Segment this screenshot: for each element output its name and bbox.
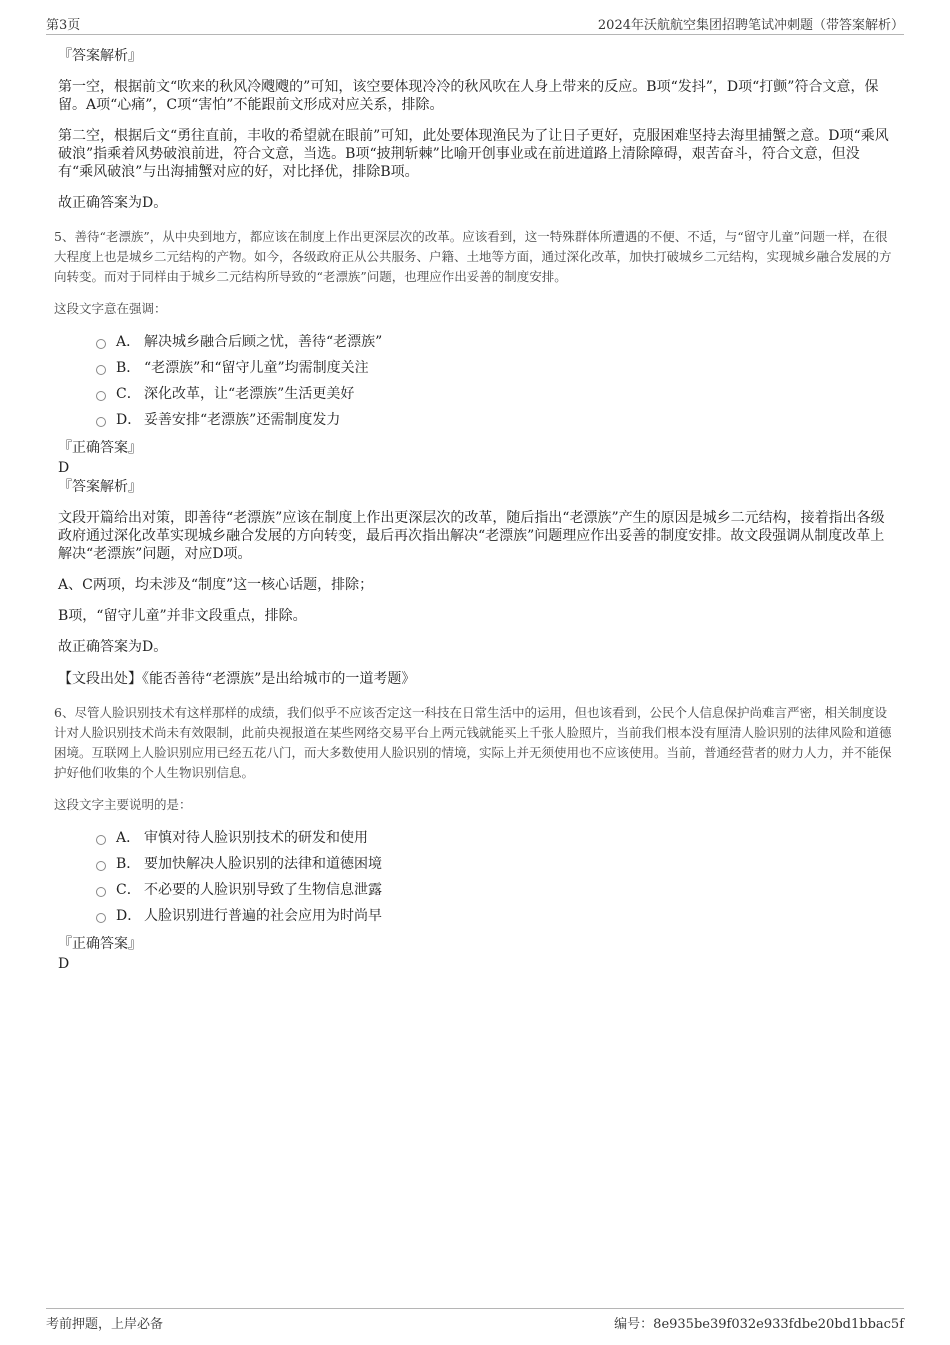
source-title: 《能否善待“老漂族”是出给城市的一道考题》 xyxy=(142,671,416,687)
analysis-paragraph: 文段开篇给出对策，即善待“老漂族”应该在制度上作出更深层次的改革，随后指出“老漂族”产生的原因是城乡二元结构，接着指出各级政府通过深化改革实现城乡融合发展的方向转变，最后再次指出解决“老漂族”问题理应作出妥善的制度安排。故文段强调从制度改革上解决“老漂族”问题，对应D项。 xyxy=(58,510,885,562)
option-letter: D． xyxy=(116,908,142,924)
option-b[interactable] xyxy=(96,358,894,384)
option-list xyxy=(96,332,894,436)
radio-button[interactable] xyxy=(96,887,106,897)
option-letter: A． xyxy=(116,334,141,350)
option-c[interactable] xyxy=(96,880,894,906)
option-letter: C． xyxy=(116,882,141,898)
source-label: 【文段出处】 xyxy=(58,671,142,687)
option-a[interactable] xyxy=(96,828,894,854)
radio-button[interactable] xyxy=(96,861,106,871)
option-letter: B． xyxy=(116,360,141,376)
question-stem: 6、尽管人脸识别技术有这样那样的成绩，我们似乎不应该否定这一科技在日常生活中的运用，但也该看到，公民个人信息保护尚难言严密，相关制度设计对人脸识别技术尚未有效限制，此前央视报道在某些网络交易平台上两元钱就能买上千张人脸照片，当前我们根本没有厘清人脸识别的法律风险和道德困境。互联网上人脸识别应用已经五花八门，而大多数使用人脸识别的情境，实际上并无须使用也不应该使用。当前，普通经营者的财力人力，并不能保护好他们收集的个人生物识别信息。 xyxy=(54,705,892,780)
analysis-paragraph: B项，“留守儿童”并非文段重点，排除。 xyxy=(58,608,307,624)
option-text: 人脸识别进行普遍的社会应用为时尚早 xyxy=(144,908,382,924)
option-letter: A． xyxy=(116,830,141,846)
radio-button[interactable] xyxy=(96,417,106,427)
radio-button[interactable] xyxy=(96,835,106,845)
correct-answer-label: 『正确答案』 xyxy=(58,936,142,952)
question-stem: 5、善待“老漂族”，从中央到地方，都应该在制度上作出更深层次的改革。应该看到，这一特殊群体所遭遇的不便、不适，与“留守儿童”问题一样，在很大程度上也是城乡二元结构的产物。如今，各级政府正从公共服务、户籍、土地等方面，通过深化改革，加快打破城乡二元结构，实现城乡融合发展的方向转变。而对于同样由于城乡二元结构所导致的“老漂族”问题，也理应作出妥善的制度安排。 xyxy=(54,229,892,284)
option-text: “老漂族”和“留守儿童”均需制度关注 xyxy=(144,360,369,376)
analysis-conclusion: 故正确答案为D。 xyxy=(58,195,168,211)
question-prompt: 这段文字意在强调： xyxy=(54,301,167,316)
option-letter: D． xyxy=(116,412,142,428)
option-text: 不必要的人脸识别导致了生物信息泄露 xyxy=(144,882,382,898)
option-text: 深化改革，让“老漂族”生活更美好 xyxy=(144,386,355,402)
correct-answer-label: 『正确答案』 xyxy=(58,440,142,456)
question-prompt: 这段文字主要说明的是： xyxy=(54,797,192,812)
option-text: 审慎对待人脸识别技术的研发和使用 xyxy=(144,830,368,846)
page-footer xyxy=(46,1308,904,1332)
option-list xyxy=(96,828,894,932)
correct-answer: D xyxy=(58,956,70,972)
option-text: 解决城乡融合后顾之忧，善待“老漂族” xyxy=(144,334,383,350)
document-title: 2024年沃航航空集团招聘笔试冲刺题（带答案解析） xyxy=(597,18,904,33)
radio-button[interactable] xyxy=(96,913,106,923)
document-code: 编号：8e935be39f032e933fdbe20bd1bbac5f xyxy=(614,1317,904,1332)
radio-button[interactable] xyxy=(96,391,106,401)
document-body xyxy=(54,46,894,973)
correct-answer: D xyxy=(58,460,70,476)
option-letter: C． xyxy=(116,386,141,402)
page-header xyxy=(46,14,904,35)
answer-analysis-label: 『答案解析』 xyxy=(58,48,142,64)
footer-slogan: 考前押题，上岸必备 xyxy=(46,1317,164,1332)
analysis-conclusion: 故正确答案为D。 xyxy=(58,639,168,655)
option-a[interactable] xyxy=(96,332,894,358)
radio-button[interactable] xyxy=(96,365,106,375)
option-b[interactable] xyxy=(96,854,894,880)
option-text: 妥善安排“老漂族”还需制度发力 xyxy=(144,412,341,428)
option-text: 要加快解决人脸识别的法律和道德困境 xyxy=(144,856,382,872)
radio-button[interactable] xyxy=(96,339,106,349)
page-number: 第3页 xyxy=(46,18,81,33)
option-d[interactable] xyxy=(96,906,894,932)
option-d[interactable] xyxy=(96,410,894,436)
analysis-paragraph: 第二空，根据后文“勇往直前，丰收的希望就在眼前”可知，此处要体现渔民为了让日子更好，克服困难坚持去海里捕蟹之意。D项“乘风破浪”指乘着风势破浪前进，符合文意，当选。B项“披荆斩棘”比喻开创事业或在前进道路上清除障碍，艰苦奋斗，符合文意，但没有“乘风破浪”与出海捕蟹对应的好，对比择优，排除B项。 xyxy=(58,128,889,180)
option-letter: B． xyxy=(116,856,141,872)
option-c[interactable] xyxy=(96,384,894,410)
analysis-paragraph: 第一空，根据前文“吹来的秋风冷飕飕的”可知，该空要体现冷冷的秋风吹在人身上带来的反应。B项“发抖”，D项“打颤”符合文意，保留。A项“心痛”，C项“害怕”不能跟前文形成对应关系，排除。 xyxy=(58,79,879,113)
answer-analysis-label: 『答案解析』 xyxy=(58,479,142,495)
analysis-paragraph: A、C两项，均未涉及“制度”这一核心话题，排除； xyxy=(58,577,374,593)
source-citation xyxy=(58,670,894,688)
